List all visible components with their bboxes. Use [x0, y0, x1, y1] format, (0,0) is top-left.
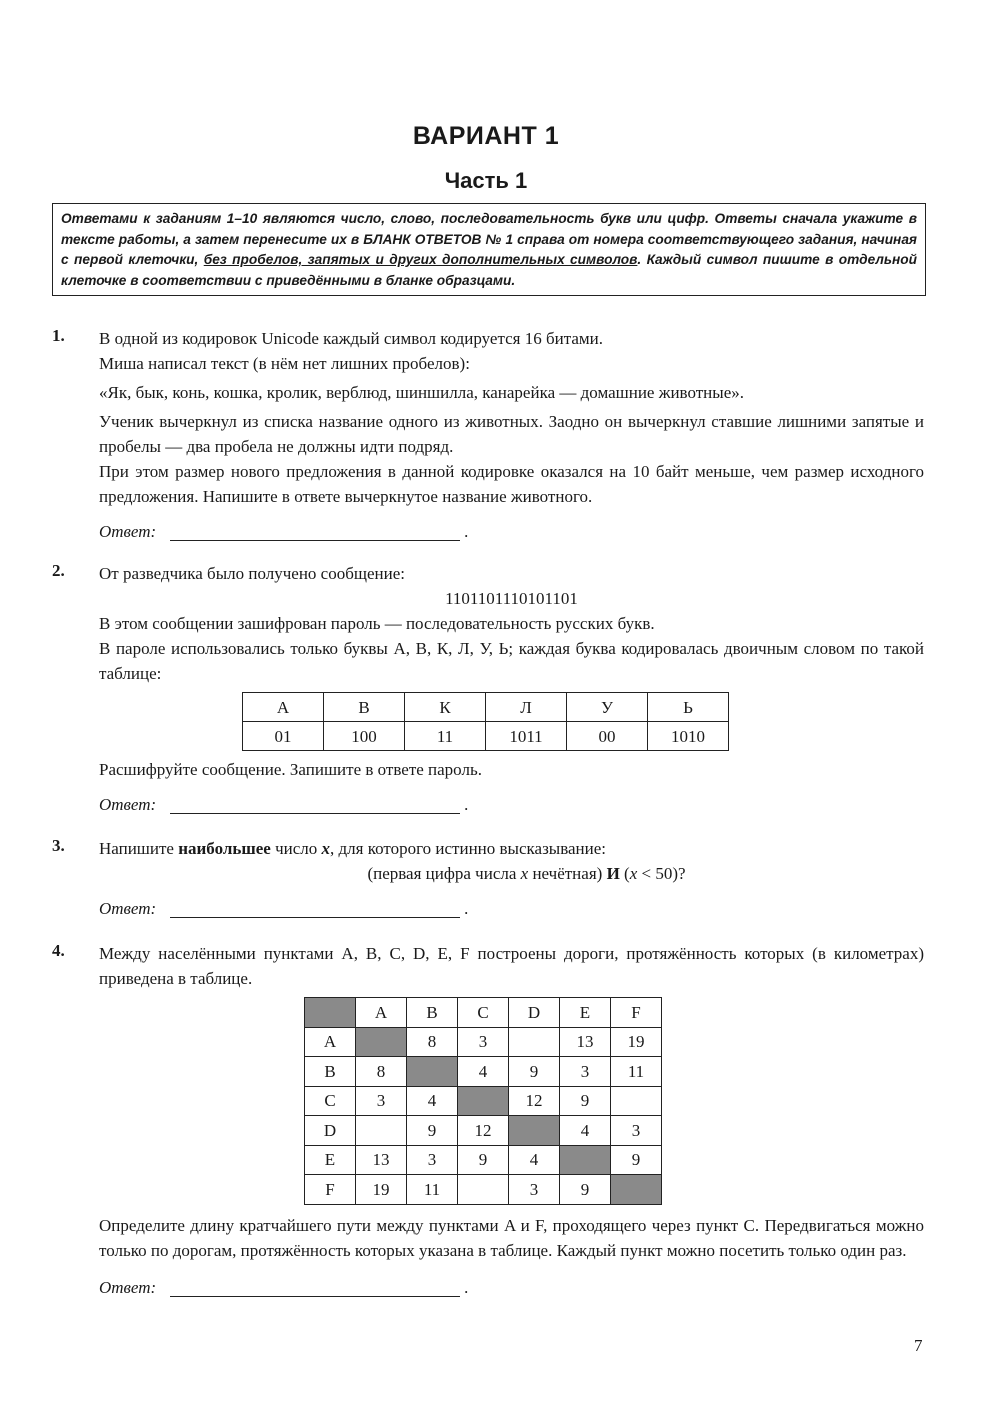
- task-text: При этом размер нового предложения в данной кодировке оказался на 10 байт меньше, чем размер исходного предложения. Напишите в ответе вычеркнутое название животного.: [99, 462, 924, 506]
- table-cell: 19: [356, 1175, 407, 1205]
- task-4: [52, 941, 924, 1301]
- table-row: [305, 1145, 662, 1175]
- answer-row: [99, 519, 924, 545]
- table-row: [305, 1175, 662, 1205]
- column-header: E: [560, 998, 611, 1028]
- task-1: [52, 326, 924, 545]
- variable-x: x: [321, 839, 331, 858]
- answer-field[interactable]: [170, 795, 460, 814]
- text-fragment: (первая цифра числа: [367, 864, 521, 883]
- corner-cell: [305, 998, 356, 1028]
- answer-label: Ответ:: [99, 1277, 157, 1297]
- task-number: 1.: [52, 326, 65, 345]
- table-cell: 4: [407, 1086, 458, 1116]
- page-number: 7: [914, 1336, 923, 1355]
- text-fragment: , для которого истинно высказывание:: [330, 839, 607, 858]
- answer-end: .: [464, 522, 469, 541]
- task-text: В этом сообщении зашифрован пароль — последовательность русских букв.: [99, 614, 655, 633]
- table-cell: 13: [356, 1145, 407, 1175]
- answer-end: .: [464, 1277, 469, 1297]
- instructions-box: [52, 203, 926, 296]
- answer-label: Ответ:: [99, 899, 157, 918]
- table-cell: Ь: [648, 693, 729, 722]
- task-text: От разведчика было получено сообщение:: [99, 564, 405, 583]
- task-number: 4.: [52, 941, 65, 960]
- task-number: 2.: [52, 561, 65, 580]
- table-row: [305, 1116, 662, 1146]
- table-cell: 3: [560, 1057, 611, 1087]
- logical-and: И: [606, 864, 620, 883]
- condition: [99, 861, 924, 886]
- table-cell: 00: [567, 722, 648, 751]
- diagonal-cell: [509, 1116, 560, 1146]
- answer-field[interactable]: [170, 522, 460, 541]
- table-cell: 9: [560, 1086, 611, 1116]
- text-fragment: (: [619, 864, 630, 883]
- instructions-underlined: без пробелов, запятых и других дополнительных символов: [203, 252, 638, 267]
- table-cell: 11: [407, 1175, 458, 1205]
- text-fragment: число: [270, 839, 322, 858]
- table-cell: 3: [356, 1086, 407, 1116]
- table-row: [305, 1086, 662, 1116]
- answer-row: [99, 1275, 924, 1301]
- answer-field[interactable]: [170, 899, 460, 918]
- table-cell: [509, 1027, 560, 1057]
- table-cell: 12: [509, 1086, 560, 1116]
- task-2: [52, 561, 924, 818]
- variable-x: x: [520, 864, 529, 883]
- table-cell: 19: [611, 1027, 662, 1057]
- task-text: [99, 836, 924, 861]
- distance-table: [304, 997, 662, 1205]
- table-row: [305, 1027, 662, 1057]
- table-cell: 9: [611, 1145, 662, 1175]
- table-cell: 8: [356, 1057, 407, 1087]
- task-text: Миша написал текст (в нём нет лишних пробелов):: [99, 354, 470, 373]
- task-text: В пароле использовались только буквы А, В, К, Л, У, Ь; каждая буква кодировалась двоичным словом по такой таблице:: [99, 639, 924, 683]
- answer-field[interactable]: [170, 1278, 460, 1297]
- table-cell: [611, 1086, 662, 1116]
- task-text: Между населёнными пунктами A, B, C, D, E, F построены дороги, протяжённость которых (в километрах) приведена в таблице.: [99, 944, 924, 988]
- encoded-message: 1101101110101101: [445, 589, 578, 608]
- row-header: C: [305, 1086, 356, 1116]
- column-header: C: [458, 998, 509, 1028]
- task-text: В одной из кодировок Unicode каждый символ кодируется 16 битами.: [99, 329, 603, 348]
- task-3: [52, 836, 924, 922]
- table-cell: 4: [458, 1057, 509, 1087]
- table-cell: 12: [458, 1116, 509, 1146]
- table-cell: 100: [324, 722, 405, 751]
- table-cell: 3: [458, 1027, 509, 1057]
- table-cell: 11: [611, 1057, 662, 1087]
- diagonal-cell: [611, 1175, 662, 1205]
- diagonal-cell: [356, 1027, 407, 1057]
- task-number: 3.: [52, 836, 65, 855]
- table-cell: 4: [560, 1116, 611, 1146]
- table-cell: [356, 1116, 407, 1146]
- task-text: Определите длину кратчайшего пути между пунктами A и F, проходящего через пункт C. Передвигаться можно только по дорогам, протяжённость которых указана в таблице. Каждый пункт можно посетить только один раз.: [99, 1215, 924, 1260]
- table-cell: 13: [560, 1027, 611, 1057]
- table-cell: 8: [407, 1027, 458, 1057]
- text-fragment: Напишите: [99, 839, 179, 858]
- table-cell: У: [567, 693, 648, 722]
- table-cell: 3: [611, 1116, 662, 1146]
- row-header: B: [305, 1057, 356, 1087]
- row-header: D: [305, 1116, 356, 1146]
- row-header: A: [305, 1027, 356, 1057]
- variant-title: ВАРИАНТ 1: [412, 122, 560, 150]
- table-cell: А: [243, 693, 324, 722]
- text-fragment: нечётная): [528, 864, 607, 883]
- answer-end: .: [464, 795, 469, 814]
- table-cell: 01: [243, 722, 324, 751]
- answer-row: [99, 896, 924, 922]
- table-cell: 4: [509, 1145, 560, 1175]
- table-cell: [458, 1175, 509, 1205]
- table-cell: В: [324, 693, 405, 722]
- task-text: Ученик вычеркнул из списка название одного из животных. Заодно он вычеркнул ставшие лишними запятые и пробелы — два пробела не должны идти подряд.: [99, 412, 924, 456]
- table-cell: 9: [509, 1057, 560, 1087]
- variable-x: x: [629, 864, 638, 883]
- text-fragment: < 50)?: [637, 864, 686, 883]
- diagonal-cell: [407, 1057, 458, 1087]
- answer-end: .: [464, 899, 469, 918]
- column-header: F: [611, 998, 662, 1028]
- table-cell: 9: [458, 1145, 509, 1175]
- column-header: B: [407, 998, 458, 1028]
- table-row: [243, 722, 729, 751]
- table-cell: 9: [560, 1175, 611, 1205]
- task-text: Расшифруйте сообщение. Запишите в ответе пароль.: [99, 760, 482, 779]
- column-header: A: [356, 998, 407, 1028]
- instructions-text: Ответами к заданиям 1–10 являются число, слово, последовательность букв или цифр. Ответы сначала укажите в тексте работы, а затем перенесите их в БЛАНК ОТВЕТОВ № 1 справа от номера соответствующего задания, начиная с первой клеточки,: [61, 211, 917, 267]
- instructions-text-end: . Каждый символ пишите в отдельной клеточке в соответствии с приведёнными в бланке образцами.: [61, 252, 917, 288]
- answer-label: Ответ:: [99, 795, 157, 814]
- diagonal-cell: [560, 1145, 611, 1175]
- answer-label: Ответ:: [99, 522, 157, 541]
- part-title: Часть 1: [444, 168, 528, 193]
- table-cell: 3: [509, 1175, 560, 1205]
- table-cell: 1010: [648, 722, 729, 751]
- table-cell: 9: [407, 1116, 458, 1146]
- column-header: D: [509, 998, 560, 1028]
- row-header: E: [305, 1145, 356, 1175]
- bold-word: наибольшее: [178, 839, 271, 858]
- table-cell: 11: [405, 722, 486, 751]
- row-header: F: [305, 1175, 356, 1205]
- table-cell: К: [405, 693, 486, 722]
- encoding-table: [242, 692, 729, 751]
- table-row: [305, 1057, 662, 1087]
- table-cell: 3: [407, 1145, 458, 1175]
- table-header-row: [305, 998, 662, 1028]
- diagonal-cell: [458, 1086, 509, 1116]
- answer-row: [99, 792, 924, 818]
- table-cell: Л: [486, 693, 567, 722]
- task-quote: «Як, бык, конь, кошка, кролик, верблюд, шиншилла, канарейка — домашние животные».: [99, 383, 744, 402]
- table-cell: 1011: [486, 722, 567, 751]
- table-row: [243, 693, 729, 722]
